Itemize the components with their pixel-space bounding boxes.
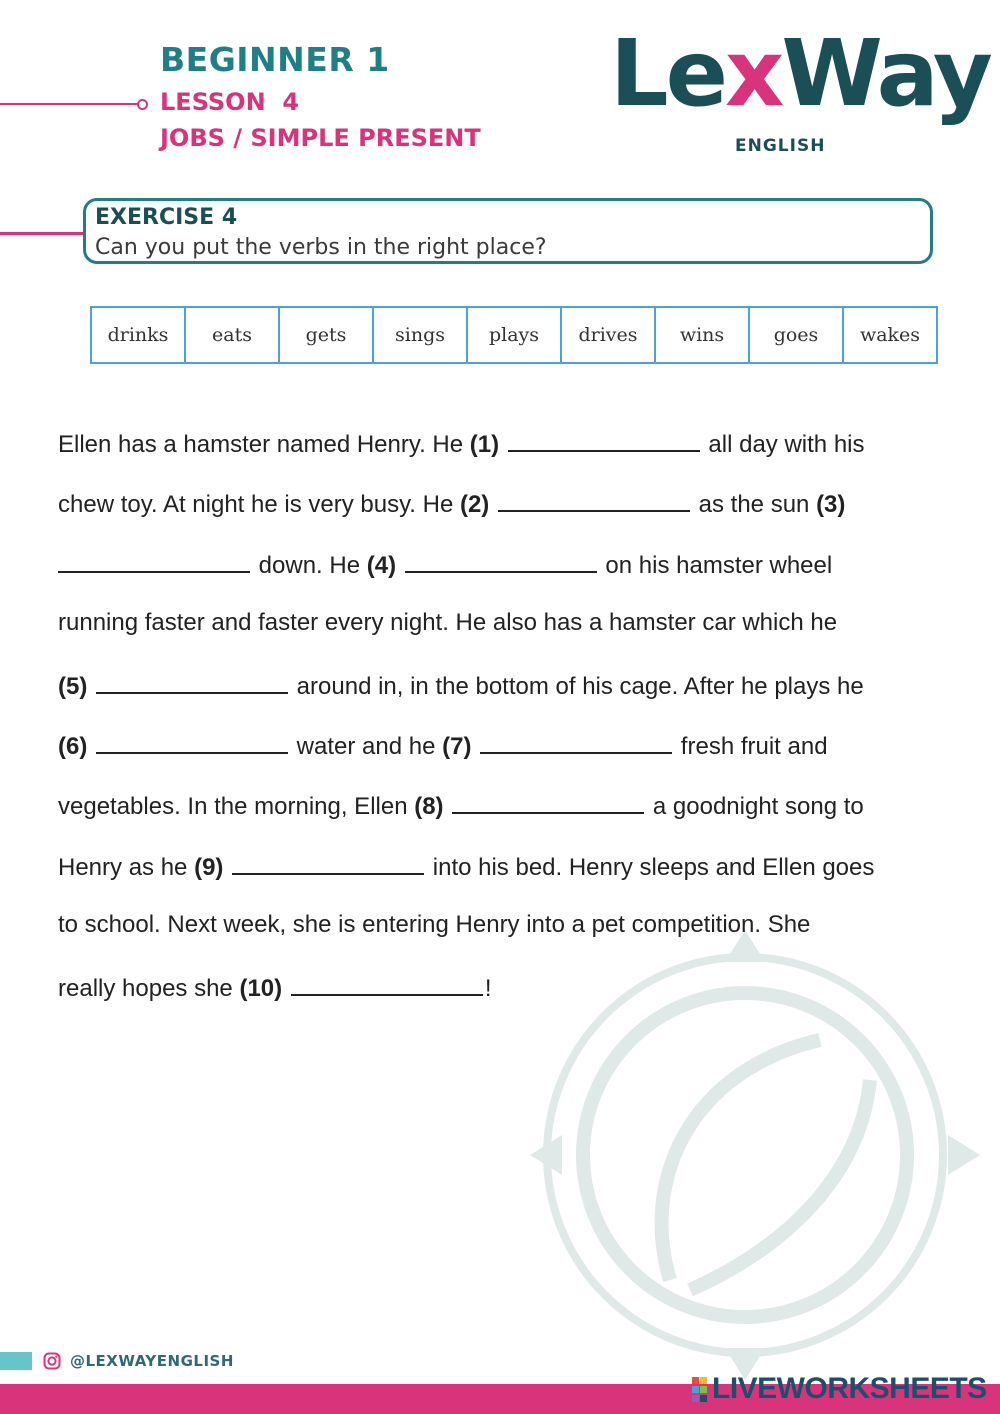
text: vegetables. In the morning, Ellen [58,793,415,820]
passage-line [58,790,864,821]
blank-number: (2) [459,491,490,518]
decorative-line [0,103,138,105]
blank-number: (4) [366,552,397,579]
liveworksheets-mark-icon [692,1377,708,1403]
exercise-instruction: Can you put the verbs in the right place? [95,235,547,260]
blank-number: (5) [58,673,88,700]
logo-x: x [725,20,782,127]
answer-blank-4[interactable] [405,549,597,573]
blank-number: (10) [239,975,283,1002]
text: water and he [290,733,443,760]
text: into his bed. Henry sleeps and Ellen goes [426,854,875,881]
answer-blank-6[interactable] [96,730,288,754]
logo-part-1: Le [610,20,726,127]
passage-line [58,851,874,882]
passage-line [58,549,832,580]
answer-blank-9[interactable] [232,851,424,875]
decorative-dot [137,99,148,110]
answer-blank-1[interactable] [508,428,700,452]
exercise-title: EXERCISE 4 [95,205,238,230]
blank-number: (9) [194,854,224,881]
blank-number: (1) [469,431,500,458]
answer-blank-2[interactable] [498,488,690,512]
word-bank-item: eats [186,308,280,362]
blank-number: (6) [58,733,88,760]
word-bank-item: goes [750,308,844,362]
social-handle: @LEXWAYENGLISH [70,1352,234,1370]
decorative-line [0,232,84,235]
text: really hopes she [58,975,240,1002]
logo-part-3: Way [781,20,990,127]
text: ! [484,975,492,1002]
blank-number: (7) [442,733,472,760]
text: around in, in the bottom of his cage. After he plays he [290,673,864,700]
text: all day with his [701,431,865,458]
answer-blank-5[interactable] [96,670,288,694]
blank-number: (8) [414,793,444,820]
logo-subtitle: ENGLISH [735,136,826,156]
lexway-logo [610,20,990,127]
text: as the sun [691,491,817,518]
word-bank-item: wins [656,308,750,362]
compass-watermark-icon [520,930,990,1380]
topic-label: JOBS / SIMPLE PRESENT [160,124,481,152]
text: down. He [252,552,367,579]
text: fresh fruit and [674,733,828,760]
level-title: BEGINNER 1 [160,40,390,79]
liveworksheets-brand: LIVEWORKSHEETS [712,1372,987,1405]
word-bank-item: gets [280,308,374,362]
passage-line [58,670,864,701]
word-bank-item: wakes [859,324,921,346]
passage-line [58,730,828,761]
text: Ellen has a hamster named Henry. He [58,431,470,458]
text: a goodnight song to [646,793,864,820]
answer-blank-3[interactable] [58,549,250,573]
word-bank-item: drives [562,308,656,362]
word-bank [90,306,938,364]
word-bank-item: sings [374,308,468,362]
footer-accent [0,1352,32,1370]
word-bank-item: plays [468,308,562,362]
instagram-icon [43,1352,61,1370]
passage-line [58,488,845,519]
text: on his hamster wheel [598,552,833,579]
passage-line: running faster and faster every night. He also has a hamster car which he [58,609,838,636]
word-bank-item: drinks [92,308,186,362]
passage-line [58,972,491,1003]
text: Henry as he [58,854,195,881]
text: chew toy. At night he is very busy. He [58,491,460,518]
passage-line: to school. Next week, she is entering Henry into a pet competition. She [58,911,811,938]
answer-blank-7[interactable] [480,730,672,754]
blank-number: (3) [816,491,846,518]
lesson-label: LESSON 4 [160,88,300,116]
passage-line [58,428,865,459]
answer-blank-8[interactable] [452,790,644,814]
answer-blank-10[interactable] [291,972,483,996]
